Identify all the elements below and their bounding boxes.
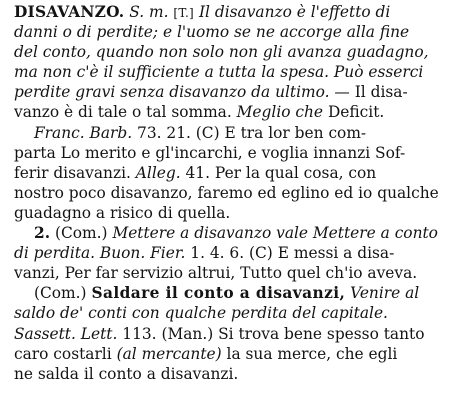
entry-line-1 xyxy=(14,2,467,22)
citation-mark: (C) xyxy=(249,244,273,263)
sense-gloss: Venire al xyxy=(350,284,420,303)
entry-line-4: ma non c'è il sufficiente a tutta la spesa. Può esserci xyxy=(14,63,424,82)
entry-line-5 xyxy=(14,82,467,102)
entry-line-6 xyxy=(14,102,467,122)
definition-text: vanzo è di tale o tal somma. xyxy=(14,103,232,122)
citation-text: Per la qual cosa, con xyxy=(214,163,377,182)
citation-aside: (al mercante) xyxy=(116,344,222,363)
definition-text: Meglio che xyxy=(236,103,324,122)
sense-3-line-1 xyxy=(14,283,467,303)
citation-line-4: nostro poco disavanzo, faremo ed eglino ed io qualche xyxy=(14,183,439,202)
sense-2-line-1 xyxy=(14,223,467,243)
definition-text: — Il disa- xyxy=(334,83,408,102)
citation-source: Alleg. xyxy=(135,163,181,182)
citation-text: E tra lor ben com- xyxy=(224,123,367,142)
citation-text: caro costarli xyxy=(14,344,112,363)
sense-3-line-4 xyxy=(14,344,467,364)
citation-line-5: guadagno a risico di quella. xyxy=(14,203,231,222)
sense-label: (Com.) xyxy=(54,224,108,243)
citation-line-2: parta Lo merito e gl'incarchi, e voglia innanzi Sof- xyxy=(14,143,406,162)
sense-3-line-5: ne salda il conto a disavanzi. xyxy=(14,364,239,383)
citation-line-3 xyxy=(14,163,467,183)
citation-ref: 113. xyxy=(122,324,157,343)
citation-text: ferir disavanzi. xyxy=(14,163,131,182)
definition-text: Deficit. xyxy=(327,103,385,122)
headword: DISAVANZO. xyxy=(14,3,125,21)
definition-text: perdite gravi senza disavanzo da ultimo. xyxy=(14,83,330,102)
citation-source: Sassett. Lett. xyxy=(14,324,118,343)
citation-source: Franc. Barb. xyxy=(34,123,133,142)
sense-gloss: di perdita. xyxy=(14,244,96,263)
citation-text: E messi a disa- xyxy=(277,244,395,263)
citation-mark: (Man.) xyxy=(161,324,214,343)
citation-ref: 41. xyxy=(185,163,210,182)
citation-mark: (C) xyxy=(195,123,220,142)
citation-source: Buon. Fier. xyxy=(99,244,186,263)
sense-3-line-3 xyxy=(14,324,467,344)
citation-ref: 1. 4. 6. xyxy=(190,244,245,263)
citation-text: Si trova bene spesso tanto xyxy=(218,324,425,343)
sense-phrase: Saldare il conto a disavanzi, xyxy=(91,284,346,303)
entry-line-2: danni o di perdite; e l'uomo se ne accorge alla fine xyxy=(14,23,410,42)
citation-ref: 73. 21. xyxy=(137,123,191,142)
sense-3-line-2: saldo de' conti con qualche perdita del capitale. xyxy=(14,304,388,323)
sense-2-line-3: vanzi, Per far servizio altrui, Tutto quel ch'io aveva. xyxy=(14,264,418,283)
citation-line-1 xyxy=(14,123,467,143)
entry-line-3: del conto, quando non solo non gli avanza guadagno, xyxy=(14,43,429,62)
sense-number: 2. xyxy=(34,224,51,243)
sense-2-line-2 xyxy=(14,243,467,263)
entry-tag: [T.] xyxy=(173,6,195,20)
definition-text: Il disavanzo è l'effetto di xyxy=(198,3,391,21)
sense-phrase: Mettere a disavanzo xyxy=(112,224,272,243)
sense-gloss: vale Mettere a conto xyxy=(276,224,438,243)
part-of-speech: S. m. xyxy=(129,3,169,21)
citation-text: la sua merce, che egli xyxy=(226,344,398,363)
sense-label: (Com.) xyxy=(34,284,87,303)
